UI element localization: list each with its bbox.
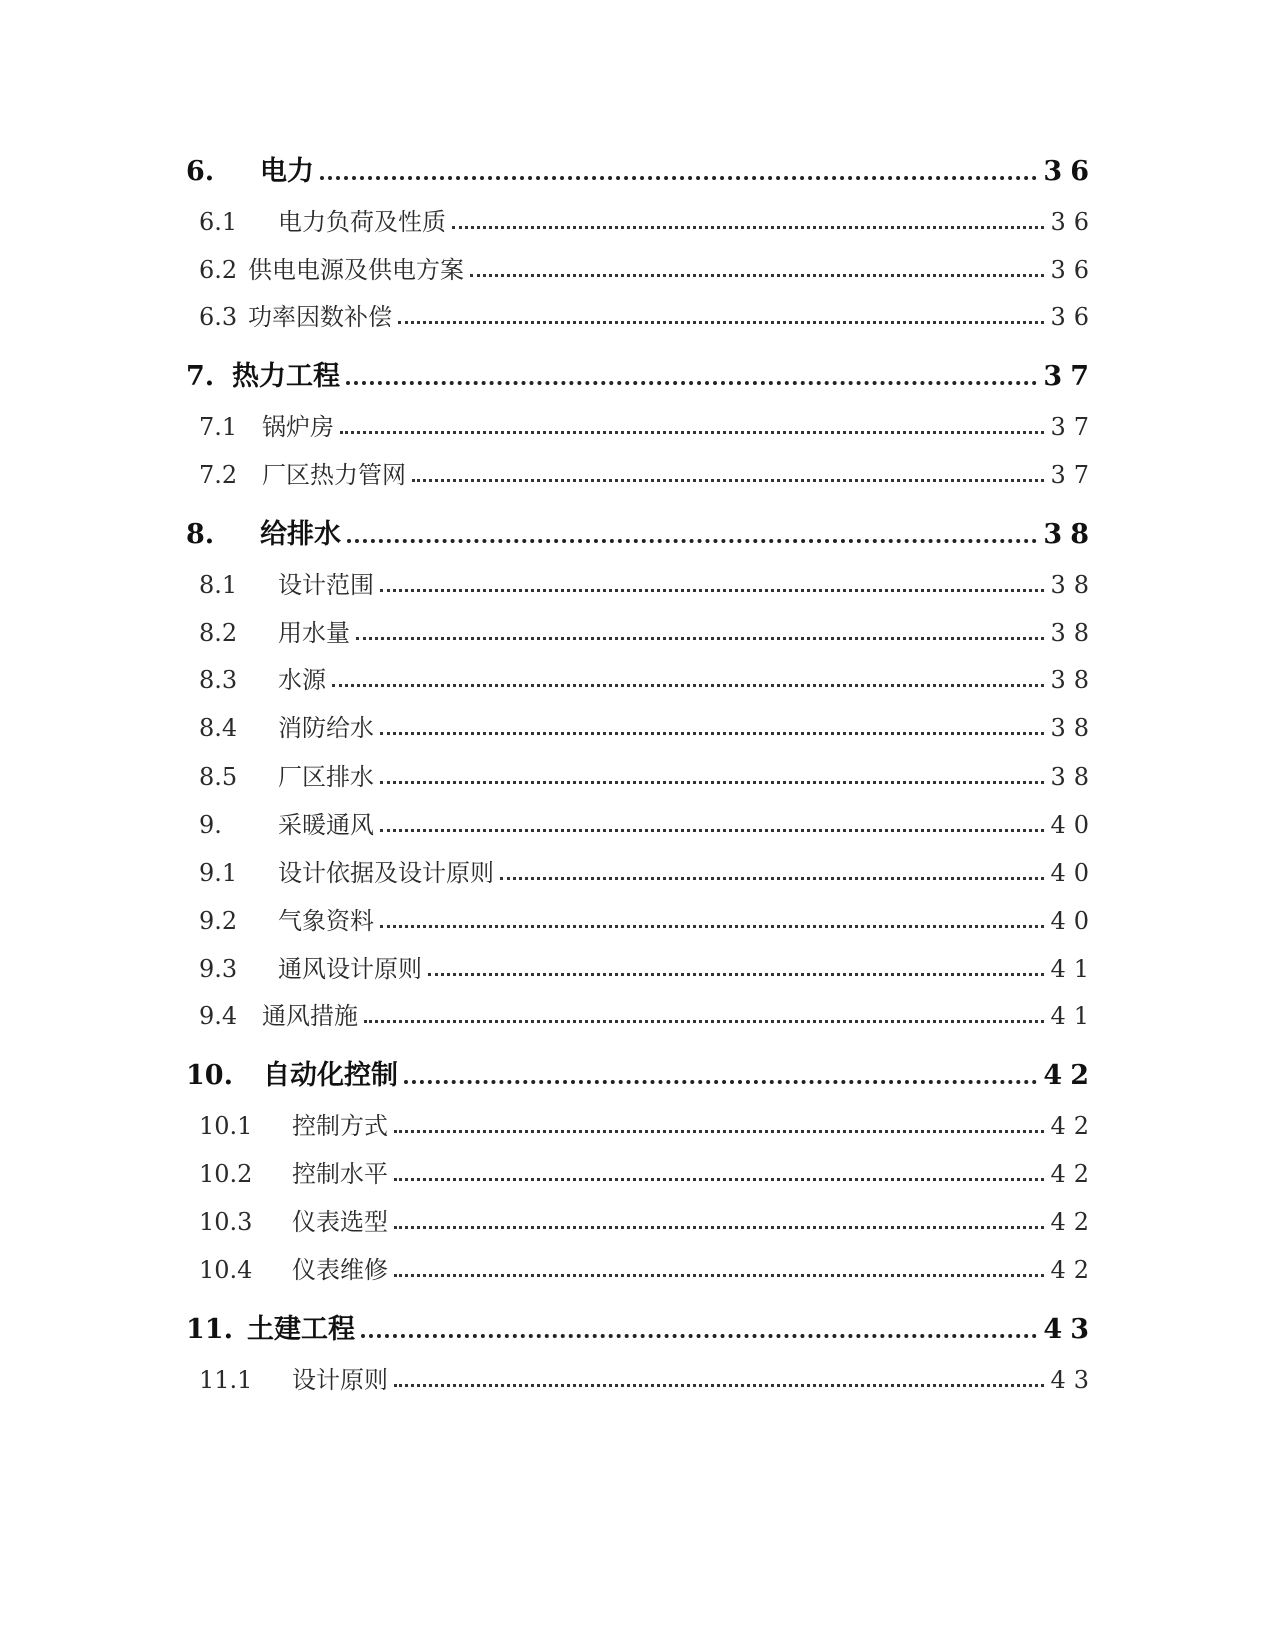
toc-entry-10-4[interactable] xyxy=(186,1242,1097,1284)
toc-number: 10. xyxy=(186,1060,233,1091)
toc-page-number: 38 xyxy=(1050,619,1097,647)
toc-page-number: 40 xyxy=(1050,859,1097,887)
toc-page-number: 42 xyxy=(1043,1060,1097,1091)
toc-number: 9.2 xyxy=(199,907,238,935)
dot-leader xyxy=(404,1080,1037,1084)
toc-title: 土建工程 xyxy=(247,1314,355,1345)
toc-number: 10.3 xyxy=(199,1208,253,1236)
toc-page-number: 37 xyxy=(1050,413,1097,441)
toc-entry-6-3[interactable] xyxy=(186,289,1097,331)
dot-leader xyxy=(380,781,1044,784)
toc-heading-6[interactable] xyxy=(186,145,1097,187)
toc-entry-9-2[interactable] xyxy=(186,893,1097,935)
toc-title: 用水量 xyxy=(278,619,350,647)
dot-leader xyxy=(394,1384,1044,1387)
dot-leader xyxy=(340,431,1044,434)
dot-leader xyxy=(332,684,1044,687)
toc-number: 9.1 xyxy=(199,859,238,887)
toc-title: 水源 xyxy=(278,666,326,694)
toc-page-number: 42 xyxy=(1050,1112,1097,1140)
toc-page-number: 38 xyxy=(1050,714,1097,742)
toc-number: 6.3 xyxy=(199,303,238,331)
dot-leader xyxy=(412,479,1044,482)
dot-leader xyxy=(380,589,1044,592)
toc-entry-9-4[interactable] xyxy=(186,988,1097,1030)
toc-title: 控制水平 xyxy=(292,1160,388,1188)
toc-title: 给排水 xyxy=(260,519,341,550)
toc-page-number: 43 xyxy=(1050,1366,1097,1394)
toc-entry-8-4[interactable] xyxy=(186,700,1097,742)
dot-leader xyxy=(380,732,1044,735)
toc-title: 通风措施 xyxy=(262,1002,358,1030)
toc-number: 11.1 xyxy=(199,1366,253,1394)
toc-page-number: 38 xyxy=(1050,571,1097,599)
toc-number: 10.1 xyxy=(199,1112,253,1140)
toc-number: 8.2 xyxy=(199,619,238,647)
toc-number: 7.2 xyxy=(199,461,238,489)
toc-entry-8-3[interactable] xyxy=(186,652,1097,694)
dot-leader xyxy=(364,1020,1044,1023)
toc-entry-11-1[interactable] xyxy=(186,1352,1097,1394)
toc-page-number: 40 xyxy=(1050,907,1097,935)
toc-entry-9[interactable] xyxy=(186,797,1097,839)
toc-title: 电力负荷及性质 xyxy=(278,208,446,236)
dot-leader xyxy=(452,226,1044,229)
toc-title: 设计范围 xyxy=(278,571,374,599)
toc-entry-9-3[interactable] xyxy=(186,941,1097,983)
dot-leader xyxy=(428,973,1044,976)
toc-page-number: 40 xyxy=(1050,811,1097,839)
toc-number: 9.4 xyxy=(199,1002,238,1030)
toc-title: 厂区排水 xyxy=(278,763,374,791)
toc-number: 8.4 xyxy=(199,714,238,742)
toc-title: 消防给水 xyxy=(278,714,374,742)
dot-leader xyxy=(320,176,1037,180)
toc-title: 供电电源及供电方案 xyxy=(248,256,464,284)
toc-page-number: 36 xyxy=(1050,208,1097,236)
toc-heading-10[interactable] xyxy=(186,1049,1097,1091)
dot-leader xyxy=(398,321,1044,324)
toc-number: 11. xyxy=(186,1314,233,1345)
toc-entry-7-1[interactable] xyxy=(186,399,1097,441)
toc-entry-6-2[interactable] xyxy=(186,242,1097,284)
toc-number: 8.1 xyxy=(199,571,238,599)
dot-leader xyxy=(346,381,1037,385)
toc-entry-6-1[interactable] xyxy=(186,194,1097,236)
toc-entry-8-2[interactable] xyxy=(186,605,1097,647)
dot-leader xyxy=(500,877,1044,880)
toc-entry-8-1[interactable] xyxy=(186,557,1097,599)
toc-heading-8[interactable] xyxy=(186,508,1097,550)
toc-title: 控制方式 xyxy=(292,1112,388,1140)
toc-title: 设计依据及设计原则 xyxy=(278,859,494,887)
toc-number: 6.1 xyxy=(199,208,238,236)
toc-page-number: 41 xyxy=(1050,955,1097,983)
toc-heading-7[interactable] xyxy=(186,350,1097,392)
toc-entry-10-2[interactable] xyxy=(186,1146,1097,1188)
toc-number: 10.2 xyxy=(199,1160,253,1188)
dot-leader xyxy=(356,637,1044,640)
toc-entry-9-1[interactable] xyxy=(186,845,1097,887)
toc-page-number: 37 xyxy=(1050,461,1097,489)
toc-entry-7-2[interactable] xyxy=(186,447,1097,489)
toc-page-number: 36 xyxy=(1050,256,1097,284)
toc-entry-8-5[interactable] xyxy=(186,749,1097,791)
toc-title: 自动化控制 xyxy=(263,1060,398,1091)
toc-number: 7. xyxy=(186,361,215,392)
toc-title: 厂区热力管网 xyxy=(262,461,406,489)
toc-title: 通风设计原则 xyxy=(278,955,422,983)
dot-leader xyxy=(394,1130,1044,1133)
toc-page-number: 38 xyxy=(1050,666,1097,694)
dot-leader xyxy=(361,1334,1037,1338)
toc-entry-10-1[interactable] xyxy=(186,1098,1097,1140)
dot-leader xyxy=(380,925,1044,928)
dot-leader xyxy=(394,1178,1044,1181)
toc-number: 8. xyxy=(186,519,215,550)
dot-leader xyxy=(347,539,1037,543)
dot-leader xyxy=(380,829,1044,832)
toc-page-number: 36 xyxy=(1043,156,1097,187)
toc-heading-11[interactable] xyxy=(186,1303,1097,1345)
toc-title: 仪表选型 xyxy=(292,1208,388,1236)
toc-page-number: 41 xyxy=(1050,1002,1097,1030)
dot-leader xyxy=(470,274,1044,277)
toc-number: 8.3 xyxy=(199,666,238,694)
toc-page-number: 42 xyxy=(1050,1160,1097,1188)
dot-leader xyxy=(394,1274,1044,1277)
toc-page-number: 36 xyxy=(1050,303,1097,331)
toc-title: 采暖通风 xyxy=(278,811,374,839)
toc-page-number: 43 xyxy=(1043,1314,1097,1345)
toc-number: 6.2 xyxy=(199,256,238,284)
toc-title: 功率因数补偿 xyxy=(248,303,392,331)
toc-page-number: 38 xyxy=(1050,763,1097,791)
toc-number: 6. xyxy=(186,156,215,187)
dot-leader xyxy=(394,1226,1044,1229)
toc-entry-10-3[interactable] xyxy=(186,1194,1097,1236)
toc-title: 气象资料 xyxy=(278,907,374,935)
toc-title: 锅炉房 xyxy=(262,413,334,441)
toc-page-number: 42 xyxy=(1050,1256,1097,1284)
toc-number: 9. xyxy=(199,811,222,839)
toc-page-number: 42 xyxy=(1050,1208,1097,1236)
toc-number: 9.3 xyxy=(199,955,238,983)
toc-title: 热力工程 xyxy=(232,361,340,392)
toc-page-number: 37 xyxy=(1043,361,1097,392)
toc-number: 8.5 xyxy=(199,763,238,791)
toc-title: 设计原则 xyxy=(292,1366,388,1394)
toc-page-number: 38 xyxy=(1043,519,1097,550)
toc-number: 10.4 xyxy=(199,1256,253,1284)
toc-title: 电力 xyxy=(260,156,314,187)
toc-title: 仪表维修 xyxy=(292,1256,388,1284)
toc-number: 7.1 xyxy=(199,413,238,441)
